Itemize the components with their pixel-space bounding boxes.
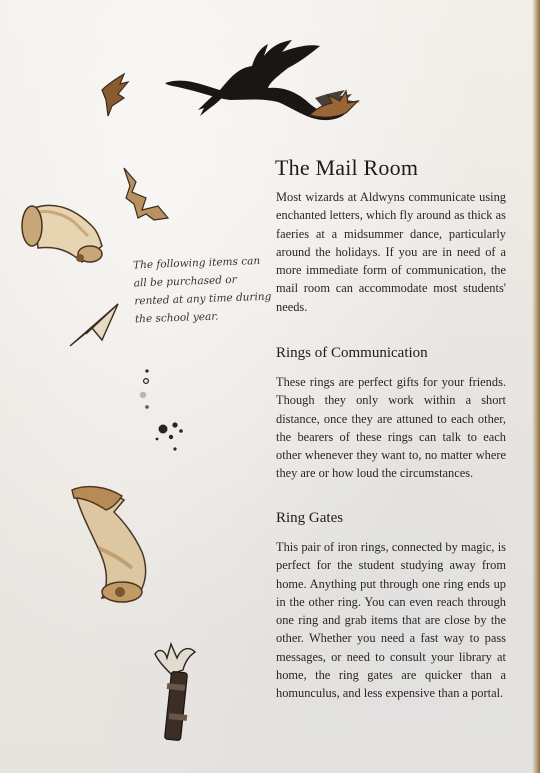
- open-scroll-illustration: [62, 482, 162, 607]
- page-edge: [532, 0, 540, 773]
- flying-scrap-illustration: [118, 162, 173, 224]
- intro-paragraph: Most wizards at Aldwyns communicate using enchanted letters, which fly around as thick as faeries at a midsummer dance, particularly around the holidays. If you are in need of a more immediate form of communication, the mail room can accommodate most students' needs.: [276, 190, 506, 314]
- magic-rod-illustration: [145, 640, 205, 750]
- flying-scrap-illustration: [94, 70, 134, 120]
- section-heading-ring-gates: Ring Gates: [276, 510, 344, 526]
- page-title: The Mail Room: [275, 155, 419, 180]
- scroll-illustration: [12, 196, 107, 271]
- section-heading-rings-of-communication: Rings of Communication: [276, 345, 428, 361]
- flying-scrap-illustration: [306, 85, 361, 125]
- section-body-ring-gates: This pair of iron rings, connected by magic, is perfect for the student studying away from home. Anything put through one ring ends up in the other ring. You can even reach through one ring and grab items that are close by the other. Whether you need a fast way to pass messages, or need to consult your library at home, the ring gates are quicker than a homunculus, and less expensive than a portal.: [276, 540, 506, 701]
- handwritten-note: The following items can all be purchased or rented at any time during the school year.: [132, 255, 272, 326]
- paper-airplane-illustration: [68, 300, 123, 350]
- section-body-rings-of-communication: These rings are perfect gifts for your friends. Though they only work within a short distance, once they are attuned to each other, the bearers of these rings can talk to each other whenever they want to, no matter where they are or how loud the circumstances.: [276, 375, 506, 481]
- ink-splatter-illustration: [135, 365, 195, 455]
